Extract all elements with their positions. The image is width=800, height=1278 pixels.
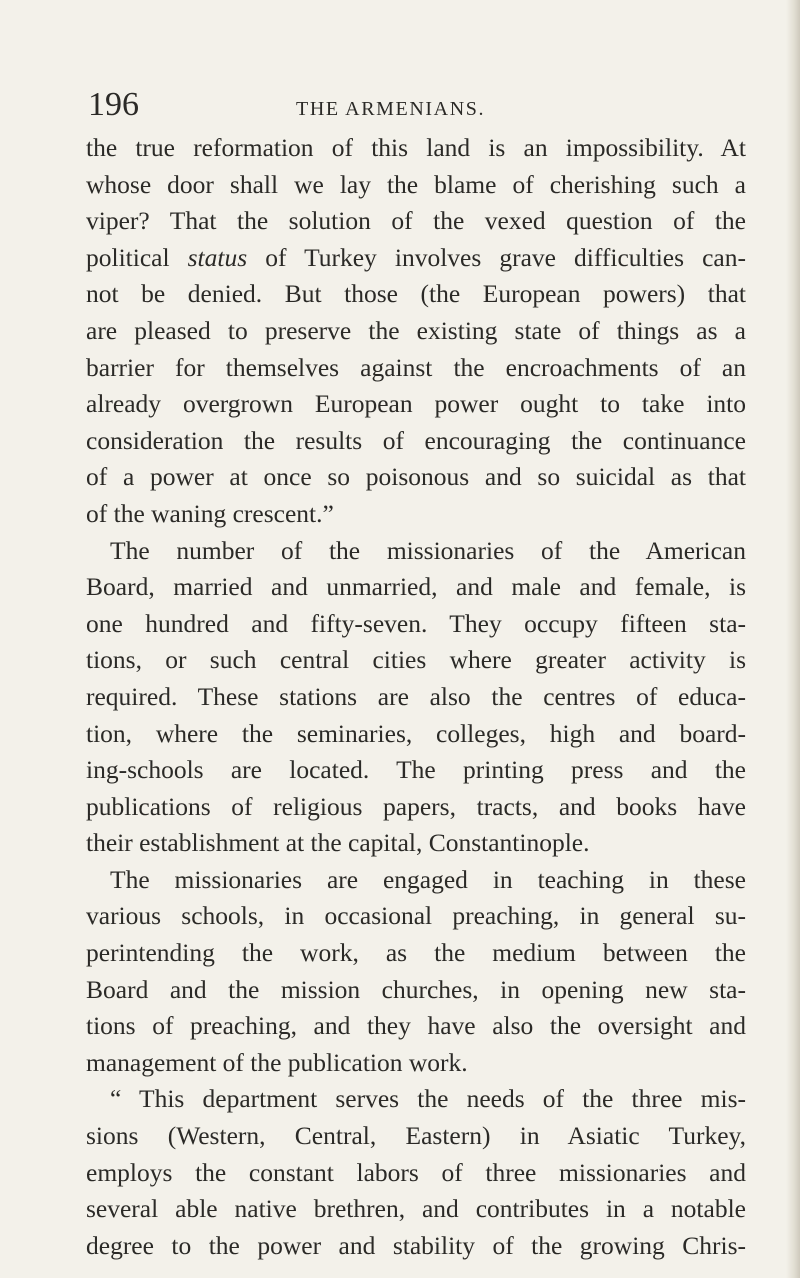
- italic-word: status: [187, 242, 248, 272]
- text-line: ing-schools are located. The printing press and the: [86, 755, 746, 785]
- text-line: are pleased to preserve the existing state of things as a: [86, 315, 746, 345]
- text-line: perintending the work, as the medium between the: [86, 938, 746, 968]
- text-line: tions of preaching, and they have also the oversight and: [86, 1011, 746, 1041]
- text-line: required. These stations are also the centres of educa-: [86, 681, 746, 711]
- text-line: the true reformation of this land is an impossibility. At: [86, 133, 746, 162]
- text-line: of a power at once so poisonous and so suicidal as that: [86, 462, 746, 492]
- running-title: THE ARMENIANS.: [296, 98, 486, 120]
- text-line: tion, where the seminaries, colleges, high and board-: [86, 718, 746, 748]
- text-line: Board and the mission churches, in opening new sta-: [86, 974, 746, 1004]
- text-line: one hundred and fifty-seven. They occupy fifteen sta-: [86, 608, 746, 638]
- text-line: “ This department serves the needs of the three mis-: [110, 1084, 746, 1114]
- text-line: tions, or such central cities where greater activity is: [86, 645, 746, 675]
- text-line: management of the publication work.: [86, 1047, 468, 1077]
- text-line: publications of religious papers, tracts, and books have: [86, 791, 746, 821]
- text-line: already overgrown European power ought to take into: [86, 389, 746, 419]
- text-line: barrier for themselves against the encroachments of an: [86, 352, 746, 382]
- text-line: employs the constant labors of three missionaries and: [86, 1157, 746, 1187]
- text-line: degree to the power and stability of the growing Chris-: [86, 1230, 746, 1260]
- body-text: [86, 130, 746, 1264]
- text-line: their establishment at the capital, Constantinople.: [86, 828, 590, 858]
- text-line: several able native brethren, and contributes in a notable: [86, 1194, 746, 1224]
- text-line: whose door shall we lay the blame of cherishing such a: [86, 169, 746, 199]
- text-line: The missionaries are engaged in teaching in these: [110, 864, 746, 894]
- text-line-with-italic: [86, 240, 746, 277]
- text-fragment: political: [86, 242, 188, 272]
- page-number: 196: [88, 86, 139, 123]
- text-line: not be denied. But those (the European powers) that: [86, 279, 746, 309]
- text-line: sions (Western, Central, Eastern) in Asiatic Turkey,: [86, 1121, 746, 1151]
- text-line: Board, married and unmarried, and male and female, is: [86, 572, 746, 602]
- text-line: The number of the missionaries of the American: [110, 535, 746, 565]
- text-line: consideration the results of encouraging the continuance: [86, 425, 746, 455]
- text-fragment: of Turkey involves grave difficulties can-: [247, 242, 746, 272]
- page-edge-shadow: [786, 0, 800, 1278]
- text-line: various schools, in occasional preaching, in general su-: [86, 901, 746, 931]
- text-line: of the waning crescent.”: [86, 498, 334, 528]
- text-line: viper? That the solution of the vexed question of the: [86, 206, 746, 236]
